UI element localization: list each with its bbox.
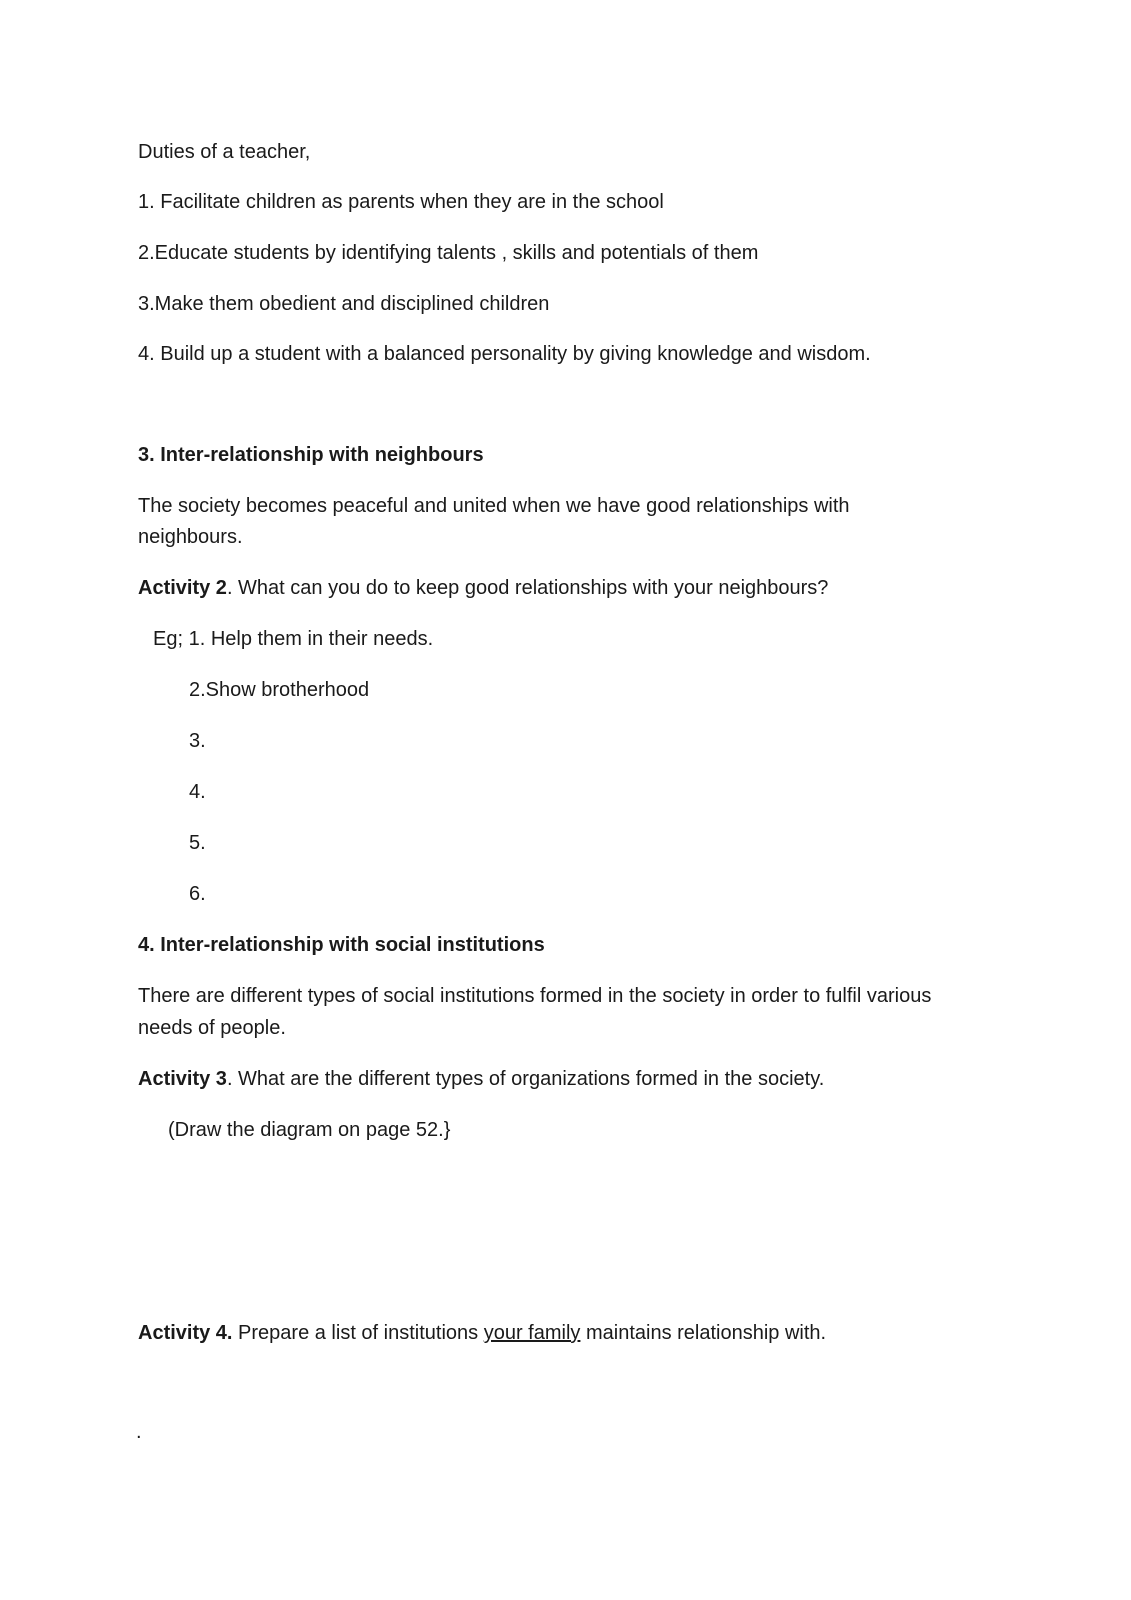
blank-item-3: 3. bbox=[189, 730, 206, 752]
activity-4-label: Activity 4. bbox=[138, 1322, 233, 1344]
activity-3-label: Activity 3 bbox=[138, 1068, 227, 1090]
duty-item-4: 4. Build up a student with a balanced personality by giving knowledge and wisdom. bbox=[138, 343, 871, 365]
blank-item-5: 5. bbox=[189, 832, 206, 854]
duty-item-1: 1. Facilitate children as parents when they are in the school bbox=[138, 191, 664, 213]
neighbours-heading: 3. Inter-relationship with neighbours bbox=[138, 444, 484, 466]
duties-heading: Duties of a teacher, bbox=[138, 141, 311, 163]
activity-4-line bbox=[138, 1321, 826, 1345]
activity-4-text-pre: Prepare a list of institutions bbox=[232, 1322, 484, 1344]
neighbours-paragraph-line-2: neighbours. bbox=[138, 526, 243, 548]
duty-item-3: 3.Make them obedient and disciplined children bbox=[138, 293, 550, 315]
activity-3-line bbox=[138, 1067, 824, 1091]
activity-3-text: . What are the different types of organizations formed in the society. bbox=[226, 1068, 825, 1090]
activity-2-text: . What can you do to keep good relationships with your neighbours? bbox=[226, 577, 829, 599]
example-line-2: 2.Show brotherhood bbox=[189, 679, 370, 701]
trailing-period: . bbox=[136, 1421, 142, 1443]
diagram-note: (Draw the diagram on page 52.} bbox=[168, 1119, 451, 1141]
blank-item-4: 4. bbox=[189, 781, 206, 803]
institutions-heading: 4. Inter-relationship with social institutions bbox=[138, 934, 545, 956]
activity-2-label: Activity 2 bbox=[138, 577, 227, 599]
institutions-paragraph-line-2: needs of people. bbox=[138, 1017, 286, 1039]
activity-2-line bbox=[138, 576, 828, 600]
activity-4-underlined: your family bbox=[483, 1322, 581, 1344]
duty-item-2: 2.Educate students by identifying talents , skills and potentials of them bbox=[138, 242, 759, 264]
activity-4-text-post: maintains relationship with. bbox=[580, 1322, 827, 1344]
example-line-1: Eg; 1. Help them in their needs. bbox=[153, 628, 434, 650]
institutions-paragraph-line-1: There are different types of social institutions formed in the society in order to fulfil various bbox=[138, 985, 932, 1007]
blank-item-6: 6. bbox=[189, 883, 206, 905]
neighbours-paragraph-line-1: The society becomes peaceful and united when we have good relationships with bbox=[138, 495, 850, 517]
